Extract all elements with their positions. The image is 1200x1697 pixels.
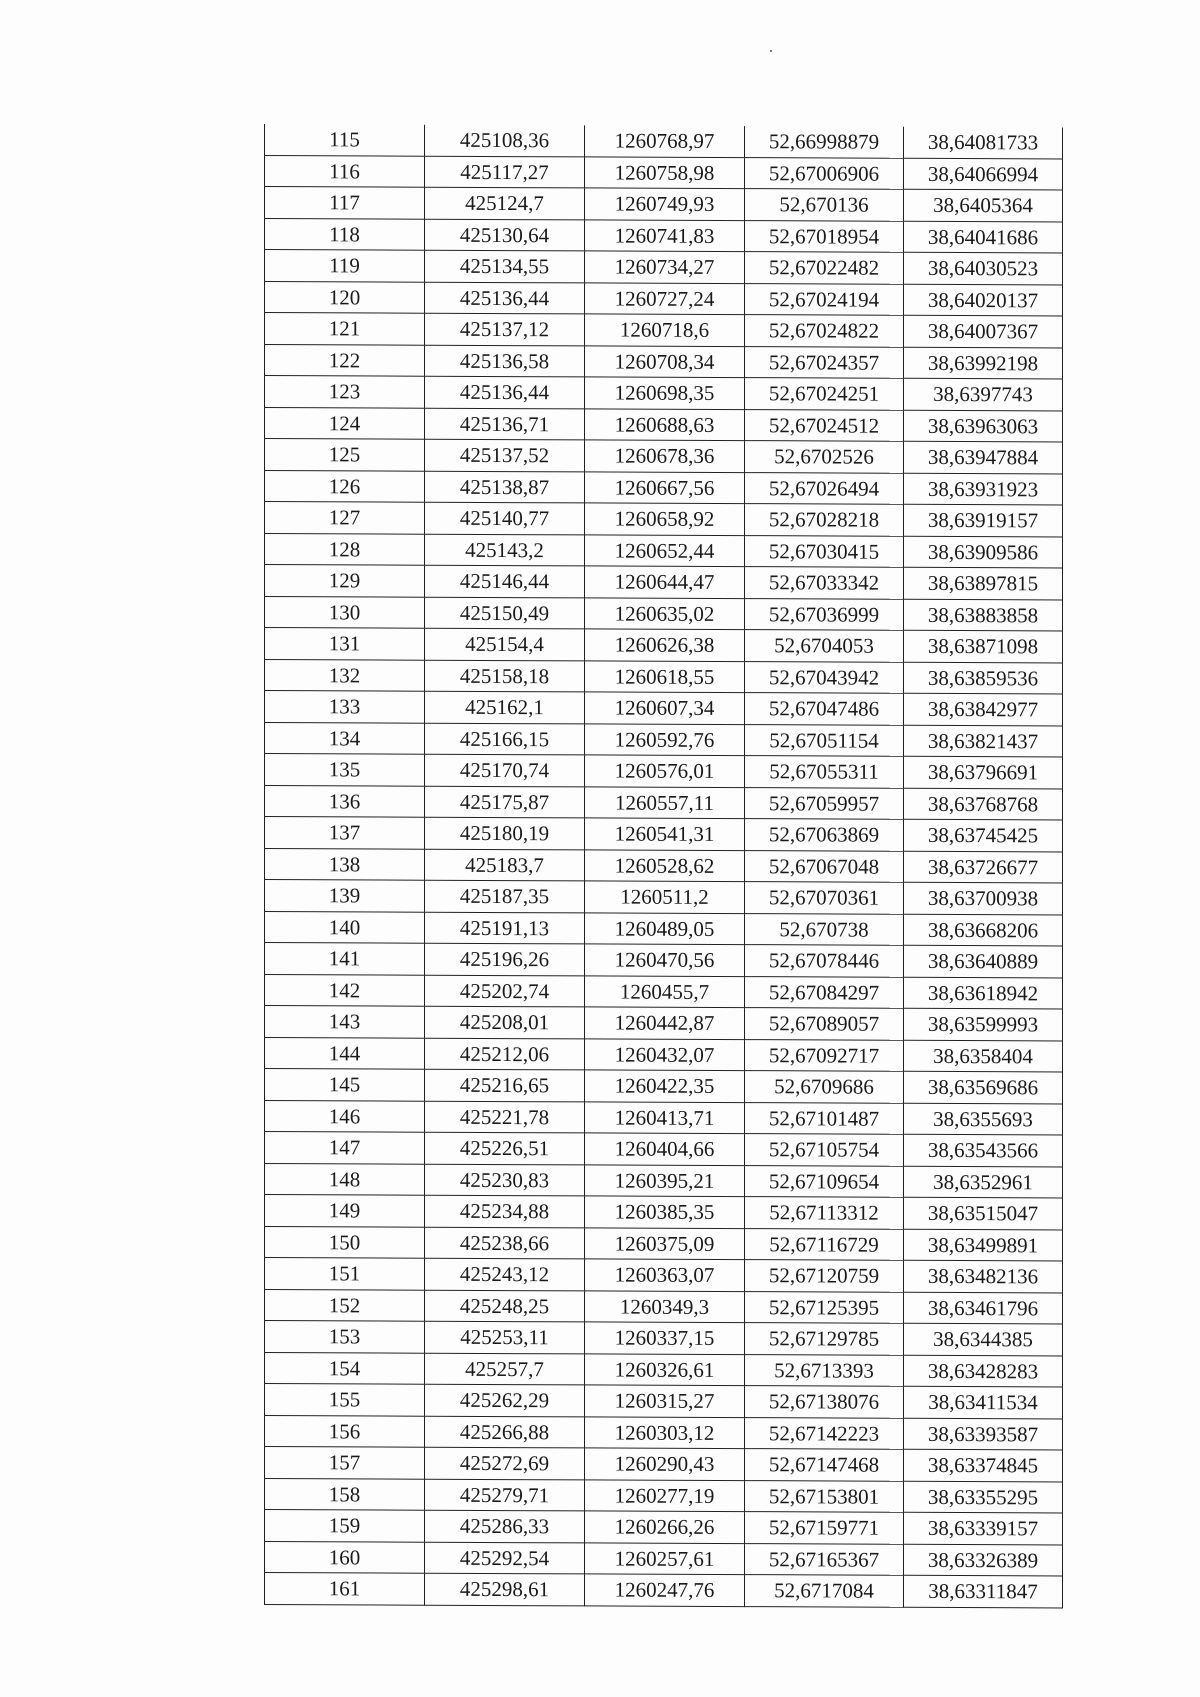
x-coordinate-cell: 425248,25 [425, 1290, 585, 1322]
y-coordinate-cell: 1260708,34 [585, 345, 745, 377]
point-number-cell: 161 [265, 1573, 425, 1605]
coordinates-table-body [265, 124, 1063, 1607]
y-coordinate-cell: 1260528,62 [585, 849, 745, 881]
y-coordinate-cell: 1260247,76 [585, 1574, 745, 1606]
y-coordinate-cell: 1260644,47 [585, 566, 745, 598]
y-coordinate-cell: 1260349,3 [585, 1290, 745, 1322]
x-coordinate-cell: 425226,51 [425, 1132, 585, 1164]
y-coordinate-cell: 1260652,44 [585, 534, 745, 566]
y-coordinate-cell: 1260618,55 [585, 660, 745, 692]
x-coordinate-cell: 425136,58 [425, 345, 585, 377]
longitude-cell: 38,6344385 [904, 1323, 1063, 1355]
point-number-cell: 115 [265, 124, 425, 156]
latitude-cell: 52,67116729 [745, 1228, 904, 1260]
latitude-cell: 52,67165367 [745, 1543, 904, 1575]
longitude-cell: 38,6355693 [904, 1103, 1063, 1135]
x-coordinate-cell: 425292,54 [425, 1542, 585, 1574]
point-number-cell: 158 [265, 1478, 425, 1510]
x-coordinate-cell: 425238,66 [425, 1227, 585, 1259]
point-number-cell: 128 [265, 533, 425, 565]
x-coordinate-cell: 425187,35 [425, 880, 585, 912]
latitude-cell: 52,67024822 [745, 315, 904, 347]
point-number-cell: 121 [265, 313, 425, 345]
latitude-cell: 52,6709686 [745, 1071, 904, 1103]
y-coordinate-cell: 1260635,02 [585, 597, 745, 629]
x-coordinate-cell: 425279,71 [425, 1479, 585, 1511]
latitude-cell: 52,67084297 [745, 976, 904, 1008]
point-number-cell: 127 [265, 502, 425, 534]
x-coordinate-cell: 425216,65 [425, 1069, 585, 1101]
table-row [265, 1384, 1063, 1419]
latitude-cell: 52,67018954 [745, 220, 904, 252]
latitude-cell: 52,67030415 [745, 535, 904, 567]
y-coordinate-cell: 1260290,43 [585, 1448, 745, 1480]
x-coordinate-cell: 425286,33 [425, 1510, 585, 1542]
latitude-cell: 52,670136 [745, 189, 904, 221]
longitude-cell: 38,63482136 [904, 1260, 1063, 1292]
x-coordinate-cell: 425257,7 [425, 1353, 585, 1385]
y-coordinate-cell: 1260718,6 [585, 314, 745, 346]
table-row [265, 911, 1063, 946]
y-coordinate-cell: 1260404,66 [585, 1133, 745, 1165]
y-coordinate-cell: 1260315,27 [585, 1385, 745, 1417]
x-coordinate-cell: 425170,74 [425, 754, 585, 786]
y-coordinate-cell: 1260658,92 [585, 503, 745, 535]
table-row [265, 1226, 1063, 1261]
longitude-cell: 38,63745425 [904, 819, 1063, 851]
point-number-cell: 123 [265, 376, 425, 408]
point-number-cell: 149 [265, 1195, 425, 1227]
y-coordinate-cell: 1260277,19 [585, 1479, 745, 1511]
latitude-cell: 52,67070361 [745, 882, 904, 914]
y-coordinate-cell: 1260257,61 [585, 1542, 745, 1574]
table-row [265, 313, 1063, 348]
x-coordinate-cell: 425117,27 [425, 156, 585, 188]
y-coordinate-cell: 1260303,12 [585, 1416, 745, 1448]
x-coordinate-cell: 425140,77 [425, 502, 585, 534]
point-number-cell: 148 [265, 1163, 425, 1195]
longitude-cell: 38,63543566 [904, 1134, 1063, 1166]
longitude-cell: 38,63919157 [904, 504, 1063, 536]
table-row [265, 1100, 1063, 1135]
point-number-cell: 160 [265, 1541, 425, 1573]
point-number-cell: 151 [265, 1258, 425, 1290]
table-row [265, 880, 1063, 915]
x-coordinate-cell: 425130,64 [425, 219, 585, 251]
y-coordinate-cell: 1260576,01 [585, 755, 745, 787]
x-coordinate-cell: 425191,13 [425, 912, 585, 944]
y-coordinate-cell: 1260455,7 [585, 975, 745, 1007]
latitude-cell: 52,67078446 [745, 945, 904, 977]
y-coordinate-cell: 1260337,15 [585, 1322, 745, 1354]
point-number-cell: 129 [265, 565, 425, 597]
y-coordinate-cell: 1260511,2 [585, 881, 745, 913]
x-coordinate-cell: 425202,74 [425, 975, 585, 1007]
table-row [265, 439, 1063, 474]
latitude-cell: 52,67153801 [745, 1480, 904, 1512]
y-coordinate-cell: 1260422,35 [585, 1070, 745, 1102]
latitude-cell: 52,6702526 [745, 441, 904, 473]
longitude-cell: 38,63428283 [904, 1355, 1063, 1387]
latitude-cell: 52,67138076 [745, 1386, 904, 1418]
x-coordinate-cell: 425146,44 [425, 565, 585, 597]
point-number-cell: 159 [265, 1510, 425, 1542]
x-coordinate-cell: 425262,29 [425, 1384, 585, 1416]
longitude-cell: 38,6397743 [904, 378, 1063, 410]
point-number-cell: 132 [265, 659, 425, 691]
latitude-cell: 52,67047486 [745, 693, 904, 725]
table-row [265, 628, 1063, 663]
latitude-cell: 52,67142223 [745, 1417, 904, 1449]
point-number-cell: 118 [265, 218, 425, 250]
longitude-cell: 38,63599993 [904, 1008, 1063, 1040]
point-number-cell: 133 [265, 691, 425, 723]
y-coordinate-cell: 1260758,98 [585, 156, 745, 188]
latitude-cell: 52,66998879 [745, 126, 904, 158]
table-row [265, 124, 1063, 158]
table-row [265, 502, 1063, 537]
y-coordinate-cell: 1260678,36 [585, 440, 745, 472]
x-coordinate-cell: 425136,44 [425, 376, 585, 408]
coordinates-table-wrapper [264, 124, 1063, 1608]
y-coordinate-cell: 1260442,87 [585, 1007, 745, 1039]
x-coordinate-cell: 425124,7 [425, 187, 585, 219]
longitude-cell: 38,63700938 [904, 882, 1063, 914]
latitude-cell: 52,67105754 [745, 1134, 904, 1166]
x-coordinate-cell: 425137,12 [425, 313, 585, 345]
point-number-cell: 131 [265, 628, 425, 660]
x-coordinate-cell: 425208,01 [425, 1006, 585, 1038]
table-row [265, 817, 1063, 852]
latitude-cell: 52,67024194 [745, 283, 904, 315]
y-coordinate-cell: 1260266,26 [585, 1511, 745, 1543]
longitude-cell: 38,6405364 [904, 189, 1063, 221]
table-row [265, 155, 1063, 190]
y-coordinate-cell: 1260385,35 [585, 1196, 745, 1228]
table-row [265, 596, 1063, 631]
latitude-cell: 52,6713393 [745, 1354, 904, 1386]
point-number-cell: 117 [265, 187, 425, 219]
table-row [265, 407, 1063, 442]
x-coordinate-cell: 425212,06 [425, 1038, 585, 1070]
table-row [265, 470, 1063, 505]
point-number-cell: 154 [265, 1352, 425, 1384]
longitude-cell: 38,63355295 [904, 1481, 1063, 1513]
point-number-cell: 150 [265, 1226, 425, 1258]
longitude-cell: 38,64066994 [904, 158, 1063, 190]
latitude-cell: 52,67024512 [745, 409, 904, 441]
table-row [265, 691, 1063, 726]
table-row [265, 1289, 1063, 1324]
x-coordinate-cell: 425158,18 [425, 660, 585, 692]
y-coordinate-cell: 1260667,56 [585, 471, 745, 503]
latitude-cell: 52,67036999 [745, 598, 904, 630]
x-coordinate-cell: 425136,44 [425, 282, 585, 314]
x-coordinate-cell: 425243,12 [425, 1258, 585, 1290]
point-number-cell: 139 [265, 880, 425, 912]
x-coordinate-cell: 425162,1 [425, 691, 585, 723]
x-coordinate-cell: 425143,2 [425, 534, 585, 566]
latitude-cell: 52,67043942 [745, 661, 904, 693]
longitude-cell: 38,63326389 [904, 1544, 1063, 1576]
point-number-cell: 137 [265, 817, 425, 849]
y-coordinate-cell: 1260363,07 [585, 1259, 745, 1291]
y-coordinate-cell: 1260395,21 [585, 1164, 745, 1196]
point-number-cell: 134 [265, 722, 425, 754]
point-number-cell: 136 [265, 785, 425, 817]
x-coordinate-cell: 425221,78 [425, 1101, 585, 1133]
x-coordinate-cell: 425150,49 [425, 597, 585, 629]
x-coordinate-cell: 425136,71 [425, 408, 585, 440]
latitude-cell: 52,670738 [745, 913, 904, 945]
point-number-cell: 125 [265, 439, 425, 471]
longitude-cell: 38,63871098 [904, 630, 1063, 662]
longitude-cell: 38,63461796 [904, 1292, 1063, 1324]
point-number-cell: 140 [265, 911, 425, 943]
table-row [265, 848, 1063, 883]
latitude-cell: 52,67033342 [745, 567, 904, 599]
longitude-cell: 38,64041686 [904, 221, 1063, 253]
y-coordinate-cell: 1260607,34 [585, 692, 745, 724]
table-row [265, 376, 1063, 411]
table-row [265, 1069, 1063, 1104]
longitude-cell: 38,63393587 [904, 1418, 1063, 1450]
longitude-cell: 38,63931923 [904, 473, 1063, 505]
longitude-cell: 38,63796691 [904, 756, 1063, 788]
point-number-cell: 147 [265, 1132, 425, 1164]
x-coordinate-cell: 425266,88 [425, 1416, 585, 1448]
x-coordinate-cell: 425134,55 [425, 250, 585, 282]
point-number-cell: 143 [265, 1006, 425, 1038]
longitude-cell: 38,63569686 [904, 1071, 1063, 1103]
latitude-cell: 52,67109654 [745, 1165, 904, 1197]
table-row [265, 1132, 1063, 1167]
point-number-cell: 122 [265, 344, 425, 376]
latitude-cell: 52,67113312 [745, 1197, 904, 1229]
point-number-cell: 153 [265, 1321, 425, 1353]
longitude-cell: 38,63640889 [904, 945, 1063, 977]
table-row [265, 565, 1063, 600]
longitude-cell: 38,63883858 [904, 599, 1063, 631]
y-coordinate-cell: 1260768,97 [585, 125, 745, 157]
point-number-cell: 130 [265, 596, 425, 628]
point-number-cell: 157 [265, 1447, 425, 1479]
y-coordinate-cell: 1260375,09 [585, 1227, 745, 1259]
point-number-cell: 138 [265, 848, 425, 880]
point-number-cell: 155 [265, 1384, 425, 1416]
y-coordinate-cell: 1260489,05 [585, 912, 745, 944]
longitude-cell: 38,63859536 [904, 662, 1063, 694]
point-number-cell: 144 [265, 1037, 425, 1069]
scan-speck [770, 50, 772, 52]
point-number-cell: 116 [265, 155, 425, 187]
table-row [265, 785, 1063, 820]
x-coordinate-cell: 425230,83 [425, 1164, 585, 1196]
latitude-cell: 52,67159771 [745, 1512, 904, 1544]
y-coordinate-cell: 1260470,56 [585, 944, 745, 976]
latitude-cell: 52,67063869 [745, 819, 904, 851]
longitude-cell: 38,63842977 [904, 693, 1063, 725]
longitude-cell: 38,63947884 [904, 441, 1063, 473]
y-coordinate-cell: 1260413,71 [585, 1101, 745, 1133]
table-row [265, 659, 1063, 694]
longitude-cell: 38,63909586 [904, 536, 1063, 568]
latitude-cell: 52,67026494 [745, 472, 904, 504]
y-coordinate-cell: 1260734,27 [585, 251, 745, 283]
point-number-cell: 145 [265, 1069, 425, 1101]
x-coordinate-cell: 425166,15 [425, 723, 585, 755]
latitude-cell: 52,67147468 [745, 1449, 904, 1481]
x-coordinate-cell: 425253,11 [425, 1321, 585, 1353]
table-row [265, 533, 1063, 568]
table-row [265, 1573, 1063, 1608]
latitude-cell: 52,67024357 [745, 346, 904, 378]
table-row [265, 1321, 1063, 1356]
x-coordinate-cell: 425234,88 [425, 1195, 585, 1227]
longitude-cell: 38,63821437 [904, 725, 1063, 757]
table-row [265, 1541, 1063, 1576]
longitude-cell: 38,63618942 [904, 977, 1063, 1009]
latitude-cell: 52,67101487 [745, 1102, 904, 1134]
y-coordinate-cell: 1260727,24 [585, 282, 745, 314]
table-row [265, 1352, 1063, 1387]
table-row [265, 187, 1063, 222]
x-coordinate-cell: 425180,19 [425, 817, 585, 849]
longitude-cell: 38,64020137 [904, 284, 1063, 316]
longitude-cell: 38,63311847 [904, 1575, 1063, 1607]
x-coordinate-cell: 425196,26 [425, 943, 585, 975]
latitude-cell: 52,6704053 [745, 630, 904, 662]
coordinates-table [264, 124, 1063, 1608]
latitude-cell: 52,67059957 [745, 787, 904, 819]
point-number-cell: 126 [265, 470, 425, 502]
x-coordinate-cell: 425272,69 [425, 1447, 585, 1479]
longitude-cell: 38,6358404 [904, 1040, 1063, 1072]
y-coordinate-cell: 1260541,31 [585, 818, 745, 850]
longitude-cell: 38,64007367 [904, 315, 1063, 347]
longitude-cell: 38,63339157 [904, 1512, 1063, 1544]
x-coordinate-cell: 425137,52 [425, 439, 585, 471]
point-number-cell: 124 [265, 407, 425, 439]
x-coordinate-cell: 425138,87 [425, 471, 585, 503]
longitude-cell: 38,63992198 [904, 347, 1063, 379]
table-row [265, 1195, 1063, 1230]
latitude-cell: 52,67024251 [745, 378, 904, 410]
longitude-cell: 38,63411534 [904, 1386, 1063, 1418]
longitude-cell: 38,63726677 [904, 851, 1063, 883]
y-coordinate-cell: 1260741,83 [585, 219, 745, 251]
y-coordinate-cell: 1260326,61 [585, 1353, 745, 1385]
y-coordinate-cell: 1260749,93 [585, 188, 745, 220]
latitude-cell: 52,67120759 [745, 1260, 904, 1292]
table-row [265, 218, 1063, 253]
longitude-cell: 38,63374845 [904, 1449, 1063, 1481]
longitude-cell: 38,6352961 [904, 1166, 1063, 1198]
point-number-cell: 146 [265, 1100, 425, 1132]
point-number-cell: 135 [265, 754, 425, 786]
longitude-cell: 38,64030523 [904, 252, 1063, 284]
table-row [265, 1478, 1063, 1513]
latitude-cell: 52,67006906 [745, 157, 904, 189]
point-number-cell: 120 [265, 281, 425, 313]
latitude-cell: 52,67028218 [745, 504, 904, 536]
x-coordinate-cell: 425183,7 [425, 849, 585, 881]
latitude-cell: 52,67022482 [745, 252, 904, 284]
table-row [265, 1447, 1063, 1482]
y-coordinate-cell: 1260432,07 [585, 1038, 745, 1070]
table-row [265, 281, 1063, 316]
latitude-cell: 52,67129785 [745, 1323, 904, 1355]
longitude-cell: 38,63963063 [904, 410, 1063, 442]
table-row [265, 344, 1063, 379]
y-coordinate-cell: 1260626,38 [585, 629, 745, 661]
table-row [265, 1006, 1063, 1041]
table-row [265, 250, 1063, 285]
latitude-cell: 52,67067048 [745, 850, 904, 882]
latitude-cell: 52,67051154 [745, 724, 904, 756]
point-number-cell: 152 [265, 1289, 425, 1321]
table-row [265, 1037, 1063, 1072]
x-coordinate-cell: 425175,87 [425, 786, 585, 818]
y-coordinate-cell: 1260688,63 [585, 408, 745, 440]
longitude-cell: 38,63515047 [904, 1197, 1063, 1229]
table-row [265, 943, 1063, 978]
longitude-cell: 38,64081733 [904, 127, 1063, 159]
table-row [265, 974, 1063, 1009]
latitude-cell: 52,6717084 [745, 1575, 904, 1607]
y-coordinate-cell: 1260557,11 [585, 786, 745, 818]
table-row [265, 1415, 1063, 1450]
table-row [265, 1163, 1063, 1198]
x-coordinate-cell: 425108,36 [425, 125, 585, 157]
x-coordinate-cell: 425298,61 [425, 1573, 585, 1605]
latitude-cell: 52,67125395 [745, 1291, 904, 1323]
latitude-cell: 52,67055311 [745, 756, 904, 788]
table-row [265, 1510, 1063, 1545]
point-number-cell: 156 [265, 1415, 425, 1447]
longitude-cell: 38,63768768 [904, 788, 1063, 820]
table-row [265, 1258, 1063, 1293]
longitude-cell: 38,63897815 [904, 567, 1063, 599]
point-number-cell: 119 [265, 250, 425, 282]
table-row [265, 722, 1063, 757]
longitude-cell: 38,63499891 [904, 1229, 1063, 1261]
x-coordinate-cell: 425154,4 [425, 628, 585, 660]
longitude-cell: 38,63668206 [904, 914, 1063, 946]
latitude-cell: 52,67092717 [745, 1039, 904, 1071]
y-coordinate-cell: 1260698,35 [585, 377, 745, 409]
latitude-cell: 52,67089057 [745, 1008, 904, 1040]
point-number-cell: 141 [265, 943, 425, 975]
table-row [265, 754, 1063, 789]
point-number-cell: 142 [265, 974, 425, 1006]
y-coordinate-cell: 1260592,76 [585, 723, 745, 755]
